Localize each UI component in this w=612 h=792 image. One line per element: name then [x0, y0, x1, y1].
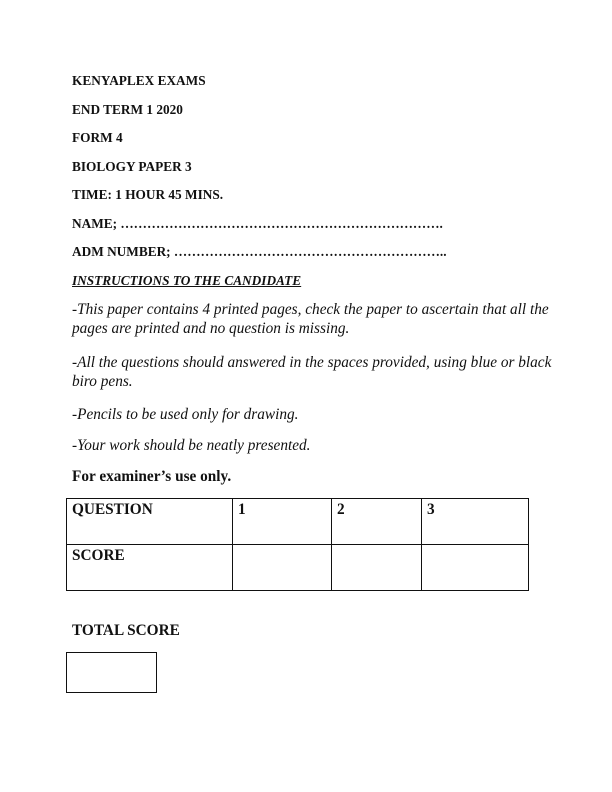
org-name: KENYAPLEX EXAMS	[72, 73, 206, 88]
table-cell: 3	[422, 499, 529, 545]
instructions-title: INSTRUCTIONS TO THE CANDIDATE	[72, 273, 302, 288]
examiner-label: For examiner’s use only.	[72, 468, 232, 485]
total-score-label: TOTAL SCORE	[72, 622, 180, 639]
total-score-box[interactable]	[66, 652, 157, 693]
instruction-item: -All the questions should answered in the spaces provided, using blue or black biro pens.	[72, 354, 552, 390]
score-table	[66, 498, 529, 591]
name-field[interactable]: NAME; ……………………………………………………………….	[72, 216, 443, 231]
instruction-item: -This paper contains 4 printed pages, check the paper to ascertain that all the pages are printed and no question is missing.	[72, 301, 549, 337]
table-row	[67, 499, 529, 545]
score-cell[interactable]	[422, 545, 529, 591]
table-cell: SCORE	[67, 545, 233, 591]
instruction-item: -Pencils to be used only for drawing.	[72, 406, 299, 423]
score-cell[interactable]	[332, 545, 422, 591]
form-level: FORM 4	[72, 130, 123, 145]
exam-time: TIME: 1 HOUR 45 MINS.	[72, 187, 224, 202]
table-cell: 2	[332, 499, 422, 545]
exam-term: END TERM 1 2020	[72, 102, 183, 117]
instruction-item: -Your work should be neatly presented.	[72, 437, 311, 454]
table-cell: QUESTION	[67, 499, 233, 545]
table-cell: 1	[233, 499, 332, 545]
table-row	[67, 545, 529, 591]
score-cell[interactable]	[233, 545, 332, 591]
adm-number-field[interactable]: ADM NUMBER; ……………………………………………………..	[72, 244, 447, 259]
paper-title: BIOLOGY PAPER 3	[72, 159, 192, 174]
